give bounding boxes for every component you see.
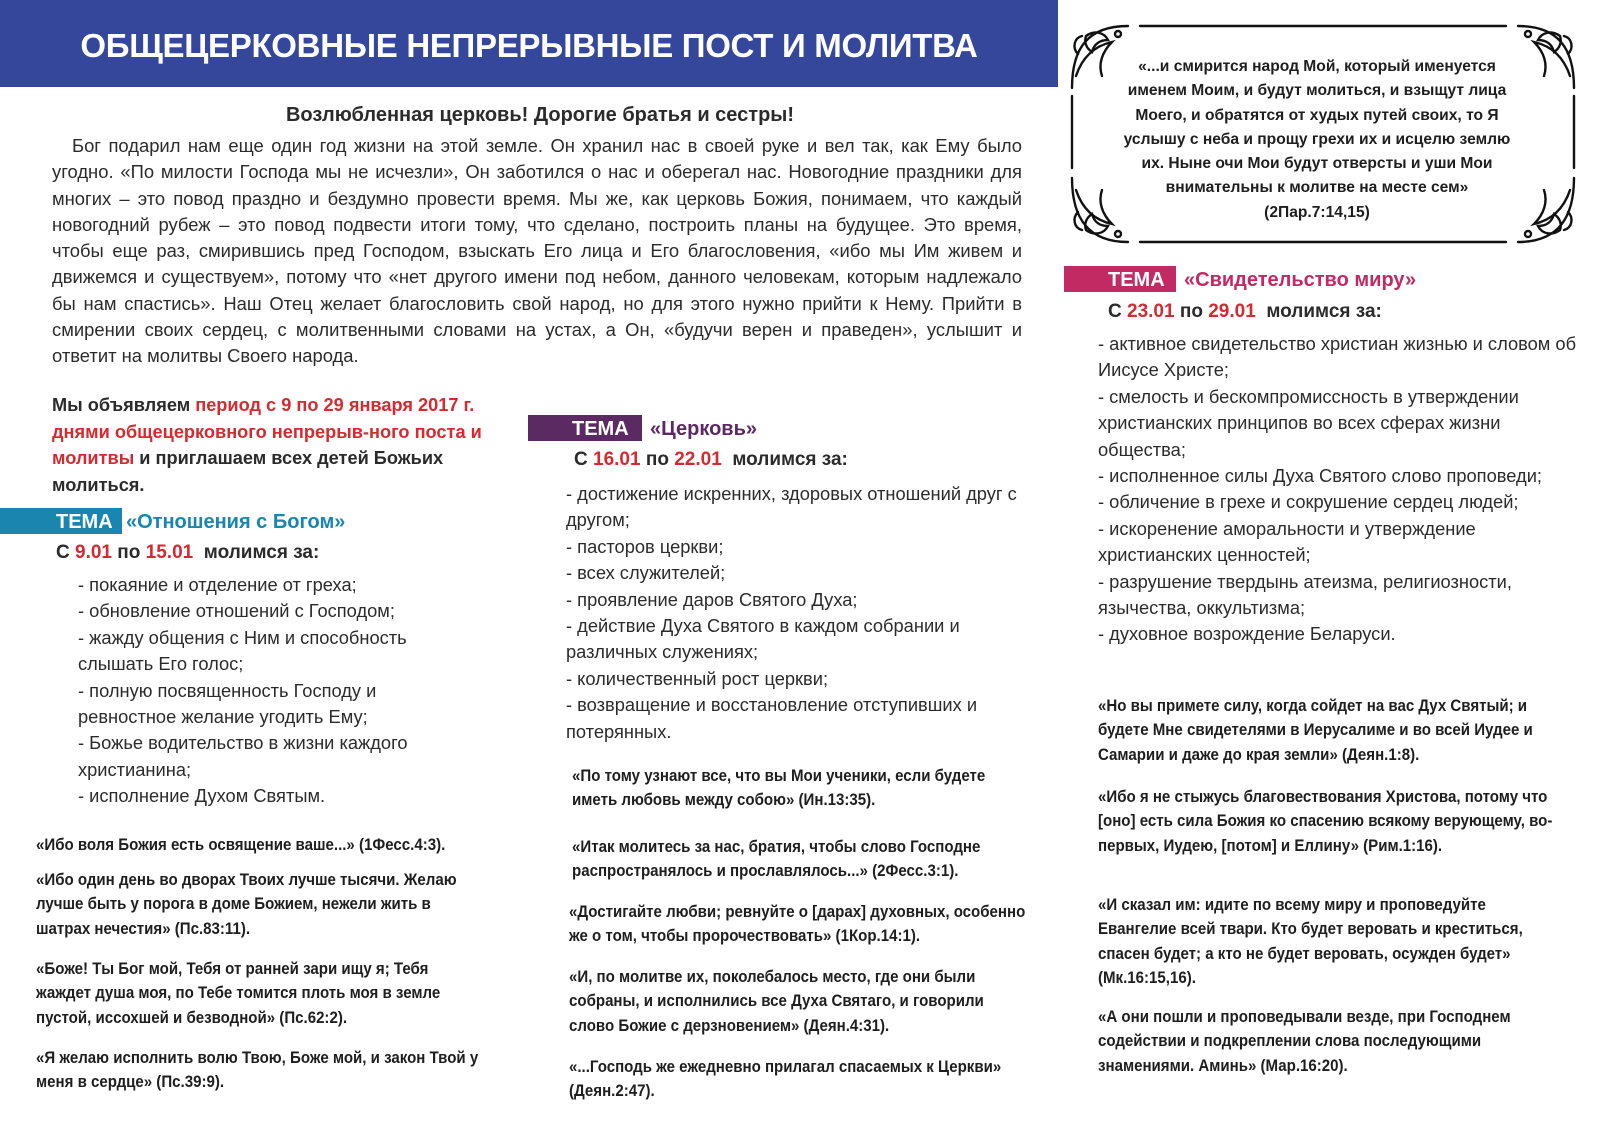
topic1-quote-3: «Боже! Ты Бог мой, Тебя от ранней зари ищу я; Тебя жаждет душа моя, по Тебе томится плоть моя в земле пустой, иссохшей и безводной» (Пс.62:2). xyxy=(36,960,441,1027)
topic3-title: «Свидетельство миру» xyxy=(1184,269,1417,291)
topic3-dates xyxy=(1108,301,1382,323)
topic2-to-word: по xyxy=(645,449,669,470)
topic3-quote-3: «И сказал им: идите по всему миру и проповедуйте Евангелие всей твари. Кто будет веровать и креститься, спасен будет; а кто не будет веровать, осужден будет» (Мк.16:15,16). xyxy=(1098,896,1523,988)
topic1-prayer-list xyxy=(78,572,458,810)
topic1-to-word: по xyxy=(117,542,141,563)
topic2-to-date: 22.01 xyxy=(674,449,722,470)
topic2-label: ТЕМА xyxy=(572,418,629,440)
topic2-from-date: 16.01 xyxy=(593,449,641,470)
list-item: - обновление отношений с Господом; xyxy=(78,600,395,622)
announcement-part1: Мы объявляем xyxy=(52,395,196,415)
list-item: - жажду общения с Ним и способность слышать Его голос; xyxy=(78,626,407,675)
list-item: - разрушение твердынь атеизма, религиозности, язычества, оккультизма; xyxy=(1098,570,1512,619)
topic1-title: «Отношения с Богом» xyxy=(126,511,346,533)
topic1-quote-1: «Ибо воля Божия есть освящение ваше...» (1Фесс.4:3). xyxy=(36,836,446,854)
list-item: - пасторов церкви; xyxy=(566,535,724,557)
topic3-to-word: по xyxy=(1179,301,1203,322)
topic2-title: «Церковь» xyxy=(650,418,757,440)
list-item: - искоренение аморальности и утверждение христианских ценностей; xyxy=(1098,517,1476,566)
topic1-label: ТЕМА xyxy=(56,511,113,533)
list-item: - активное свидетельство христиан жизнью и словом об Иисусе Христе; xyxy=(1098,333,1577,381)
list-item: - всех служителей; xyxy=(566,562,726,584)
topic3-suffix: молимся за: xyxy=(1266,301,1382,322)
topic2-quote-2: «Итак молитесь за нас, братия, чтобы слово Господне распространялось и прославлялось...» (2Фесс.3:1). xyxy=(572,838,981,881)
topic2-quote-3: «Достигайте любви; ревнуйте о [дарах] духовных, особенно же о том, чтобы пророчествовать» (1Кор.14:1). xyxy=(569,903,1026,946)
list-item: - количественный рост церкви; xyxy=(566,667,829,689)
announcement-part2: и приглашаем всех детей Божьих молиться. xyxy=(52,448,444,495)
topic1-dates xyxy=(56,542,319,564)
list-item: - действие Духа Святого в каждом собрании и различных служениях; xyxy=(566,615,960,663)
announcement-highlight: период с 9 по 29 января 2017 г. днями общецерковного непрерыв-ного поста и молитвы xyxy=(52,395,482,468)
list-item: - обличение в грехе и сокрушение сердец людей; xyxy=(1098,491,1519,513)
framed-scripture-quote: «...и смирится народ Мой, который именуется именем Моим, и будут молиться, и взыщут лица Моего, и обратятся от худых путей своих, то Я услышу с неба и прощу грехи их и исцелю землю их. Ныне очи Мои будут отверсты и уши Мои внимательны к молитве на месте сем» (2Пар.7:14,15) xyxy=(1123,58,1511,221)
topic3-from-date: 23.01 xyxy=(1127,301,1175,322)
topic1-quote-4: «Я желаю исполнить волю Твою, Боже мой, и закон Твой у меня в сердце» (Пс.39:9). xyxy=(36,1049,479,1092)
list-item: - проявление даров Святого Духа; xyxy=(566,588,858,610)
list-item: - исполнение Духом Святым. xyxy=(78,785,326,807)
topic3-to-date: 29.01 xyxy=(1208,301,1256,322)
topic1-suffix: молимся за: xyxy=(203,542,320,563)
list-item: - духовное возрождение Беларуси. xyxy=(1098,623,1396,645)
topic2-suffix: молимся за: xyxy=(732,449,848,470)
topic3-quote-1: «Но вы примете силу, когда сойдет на вас Дух Святый; и будете Мне свидетелями в Иерусалиме и во всей Иудее и Самарии и даже до края земли» (Деян.1:8). xyxy=(1098,697,1533,764)
topic2-quote-4: «И, по молитве их, поколебалось место, где они были собраны, и исполнились все Духа Святаго, и говорили слово Божие с дерзновением» (Деян.4:31). xyxy=(569,968,984,1035)
topic3-from-word: С xyxy=(1108,301,1122,322)
list-item: - возвращение и восстановление отступивших и потерянных. xyxy=(566,694,978,742)
topic2-quote-1: «По тому узнают все, что вы Мои ученики, если будете иметь любовь между собою» (Ин.13:35). xyxy=(572,767,986,810)
topic2-prayer-list xyxy=(566,481,1026,745)
list-item: - Божье водительство в жизни каждого христианина; xyxy=(78,732,408,780)
announcement xyxy=(52,392,502,498)
topic2-from-word: С xyxy=(574,449,588,470)
topic3-quote-4: «А они пошли и проповедывали везде, при Господнем содействии и подкреплении слова последующими знамениями. Аминь» (Мар.16:20). xyxy=(1098,1008,1511,1075)
list-item: - исполненное силы Духа Святого слово проповеди; xyxy=(1098,465,1542,487)
list-item: - полную посвященность Господу и ревностное желание угодить Ему; xyxy=(78,679,377,728)
intro-text xyxy=(52,133,1022,370)
topic3-prayer-list xyxy=(1098,331,1584,648)
list-item: - достижение искренних, здоровых отношений друг с другом; xyxy=(566,483,1017,531)
list-item: - покаяние и отделение от греха; xyxy=(78,574,357,595)
topic2-quote-5: «...Господь же ежедневно прилагал спасаемых к Церкви» (Деян.2:47). xyxy=(569,1058,1002,1101)
topic1-to-date: 15.01 xyxy=(145,542,194,563)
topic1-quote-2: «Ибо один день во дворах Твоих лучше тысячи. Желаю лучше быть у порога в доме Божием, нежели жить в шатрах нечестия» (Пс.83:11). xyxy=(36,871,457,938)
page-title: ОБЩЕЦЕРКОВНЫЕ НЕПРЕРЫВНЫЕ ПОСТ И МОЛИТВА xyxy=(80,27,978,64)
topic2-dates xyxy=(574,449,848,471)
topic1-from-date: 9.01 xyxy=(75,542,112,563)
greeting-heading: Возлюбленная церковь! Дорогие братья и сестры! xyxy=(285,104,795,126)
topic1-from-word: С xyxy=(56,542,70,563)
list-item: - смелость и бескомпромиссность в утверждении христианских принципов во всех сферах жизни общества; xyxy=(1098,385,1519,460)
topic3-quote-2: «Ибо я не стыжусь благовествования Христова, потому что [оно] есть сила Божия ко спасению всякому верующему, во-первых, Иудею, [потом] и Еллину» (Рим.1:16). xyxy=(1098,788,1553,855)
topic3-label: ТЕМА xyxy=(1108,269,1165,291)
intro-paragraph: Бог подарил нам еще один год жизни на этой земле. Он хранил нас в своей руке и вел так, как Ему было угодно. «По милости Господа мы не исчезли», Он заботился о нас и оберегал нас. Новогодние праздники для многих – это повод праздно и бездумно провести время. Мы же, как церковь Божия, понимаем, что каждый новогодний рубеж – это повод подвести итоги тому, что сделано, построить планы на будущее. Это время, чтобы еще раз, смирившись пред Господом, взыскать Его лица и Его благословения, «ибо мы Им живем и движемся и существуем», потому что «нет другого имени под небом, данного человекам, которым надлежало бы нам спастись». Наш Отец желает благословить свой народ, но для этого нужно прийти к Нему. Прийти в смирении своих сердец, с молитвенными словами на устах, а Он, «будучи верен и праведен», услышит и ответит на молитвы Своего народа. xyxy=(52,135,1022,367)
